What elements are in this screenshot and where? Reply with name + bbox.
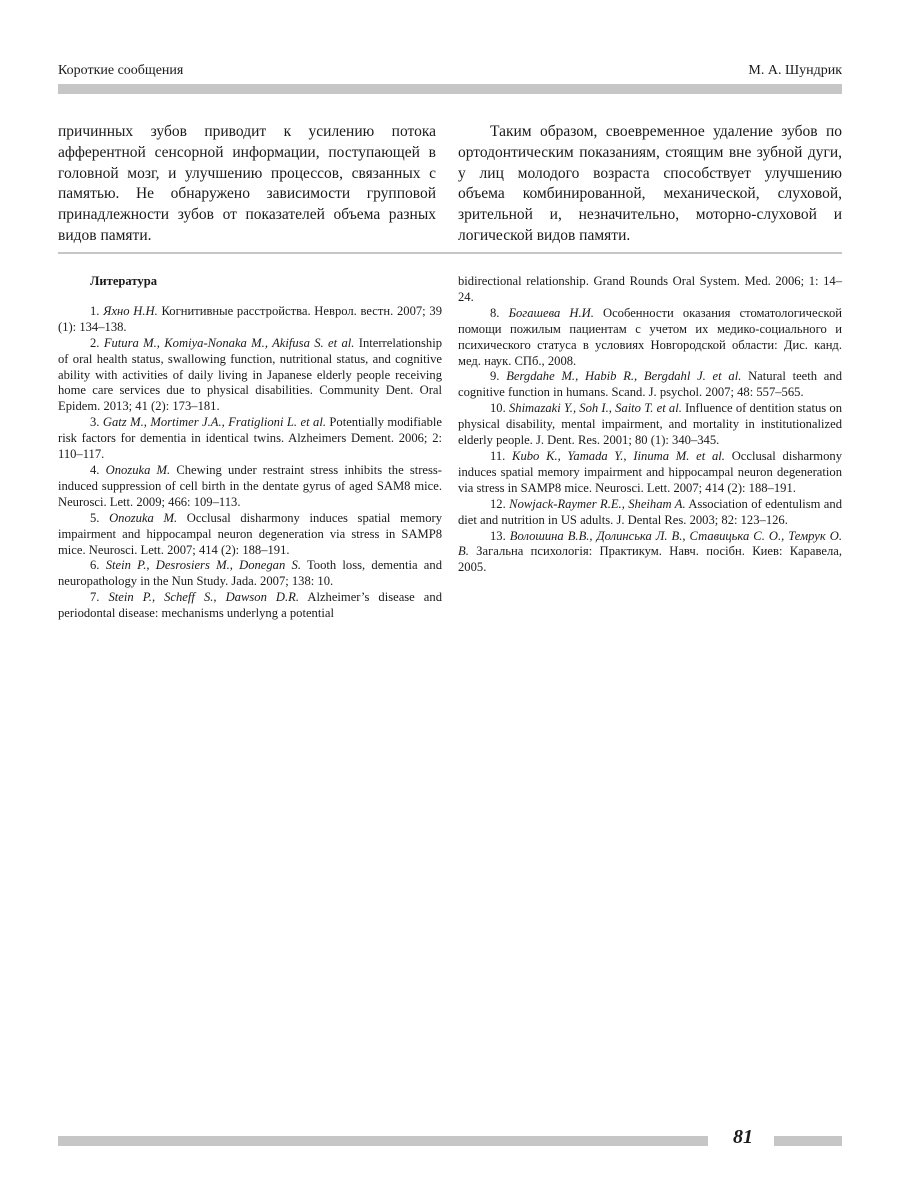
reference-item: 12. Nowjack-Raymer R.E., Sheiham A. Association of edentulism and diet and nutrition in US adults. J. Dental Res. 2003; 82: 123–126. [458, 496, 842, 527]
reference-item: 2. Futura M., Komiya-Nonaka M., Akifusa S. et al. Interrelationship of oral health status, swallowing function, nutritional status, and cognitive ability with activities of daily living in Japanese elderly people receiving home care services due to physical disabilities. Community Dent. Oral Epidem. 2013; 41 (2): 173–181. [58, 335, 442, 414]
reference-item: 8. Богашева Н.И. Особенности оказания стоматологической помощи пожилым пациентам с учетом их медико-социального и психического статуса в условиях Новгородской области: Дис. канд. мед. наук. СПб., 2008. [458, 305, 842, 368]
body-paragraph-right: Таким образом, своевременное удаление зубов по ортодонтическим показаниям, стоящим вне зубной дуги, у лиц молодого возраста способствует улучшению объема комбинированной, механической, слуховой, зрительной и, незначительно, моторно-слуховой и логической видов памяти. [458, 123, 842, 244]
body-left-column [58, 122, 436, 247]
reference-item: 3. Gatz M., Mortimer J.A., Fratiglioni L. et al. Potentially modifiable risk factors for dementia in identical twins. Alzheimers Dement. 2006; 2: 110–117. [58, 415, 442, 462]
reference-item: 4. Onozuka M. Chewing under restraint stress inhibits the stress-induced suppression of cell birth in the dentate gyrus of aged SAM8 mice. Neurosci. Lett. 2009; 466: 109–113. [58, 462, 442, 509]
footer-bar-left [58, 1136, 708, 1146]
running-header-section: Короткие сообщения [58, 63, 184, 78]
footer-bar-right [774, 1136, 842, 1146]
header-divider-bar [58, 84, 842, 94]
reference-item: 1. Яхно Н.Н. Когнитивные расстройства. Неврол. вестн. 2007; 39 (1): 134–138. [58, 303, 442, 334]
reference-item: 5. Onozuka M. Occlusal disharmony induces spatial memory impairment and hippocampal neuron degeneration via stress in SAMP8 mice. Neurosci. Lett. 2007; 414 (2): 188–191. [58, 510, 442, 557]
running-header-author: М. А. Шундрик [748, 63, 842, 78]
references-title: Литература [90, 274, 158, 288]
references-right-column [458, 274, 842, 576]
reference-item: 13. Волошина В.В., Долинська Л. В., Ставицька С. О., Темрук О. В. Загальна психологія: Практикум. Навч. посібн. Киев: Каравела, 2005. [458, 528, 842, 575]
reference-item: 10. Shimazaki Y., Soh I., Saito T. et al. Influence of dentition status on physical disability, mental impairment, and mortality in institutionalized elderly people. J. Dent. Res. 2001; 80 (1): 340–345. [458, 401, 842, 448]
reference-item: 11. Kubo K., Yamada Y., Iinuma M. et al. Occlusal disharmony induces spatial memory impairment and hippocampal neuron degeneration via stress in SAMP8 mice. Neurosci. Lett. 2007; 414 (2): 188–191. [458, 448, 842, 495]
reference-item: 6. Stein P., Desrosiers M., Donegan S. Tooth loss, dementia and neuropathology in the Nun Study. Jada. 2007; 138: 10. [58, 558, 442, 589]
page-number: 81 [733, 1126, 753, 1148]
section-divider-line [58, 252, 842, 254]
reference-continuation: bidirectional relationship. Grand Rounds Oral System. Med. 2006; 1: 14–24. [458, 274, 842, 304]
reference-item: 7. Stein P., Scheff S., Dawson D.R. Alzheimer’s disease and periodontal disease: mechanisms underlyng a potential [58, 590, 442, 621]
body-right-column [458, 122, 842, 247]
references-left-column [58, 274, 442, 622]
body-paragraph-left: причинных зубов приводит к усилению потока афферентной сенсорной информации, поступающей в головной мозг, и улучшению процессов, связанных с памятью. Не обнаружено зависимости групповой принадлежности зубов от показателей объема разных видов памяти. [58, 123, 436, 244]
reference-item: 9. Bergdahe M., Habib R., Bergdahl J. et al. Natural teeth and cognitive function in humans. Scand. J. psychol. 2007; 48: 557–565. [458, 369, 842, 400]
